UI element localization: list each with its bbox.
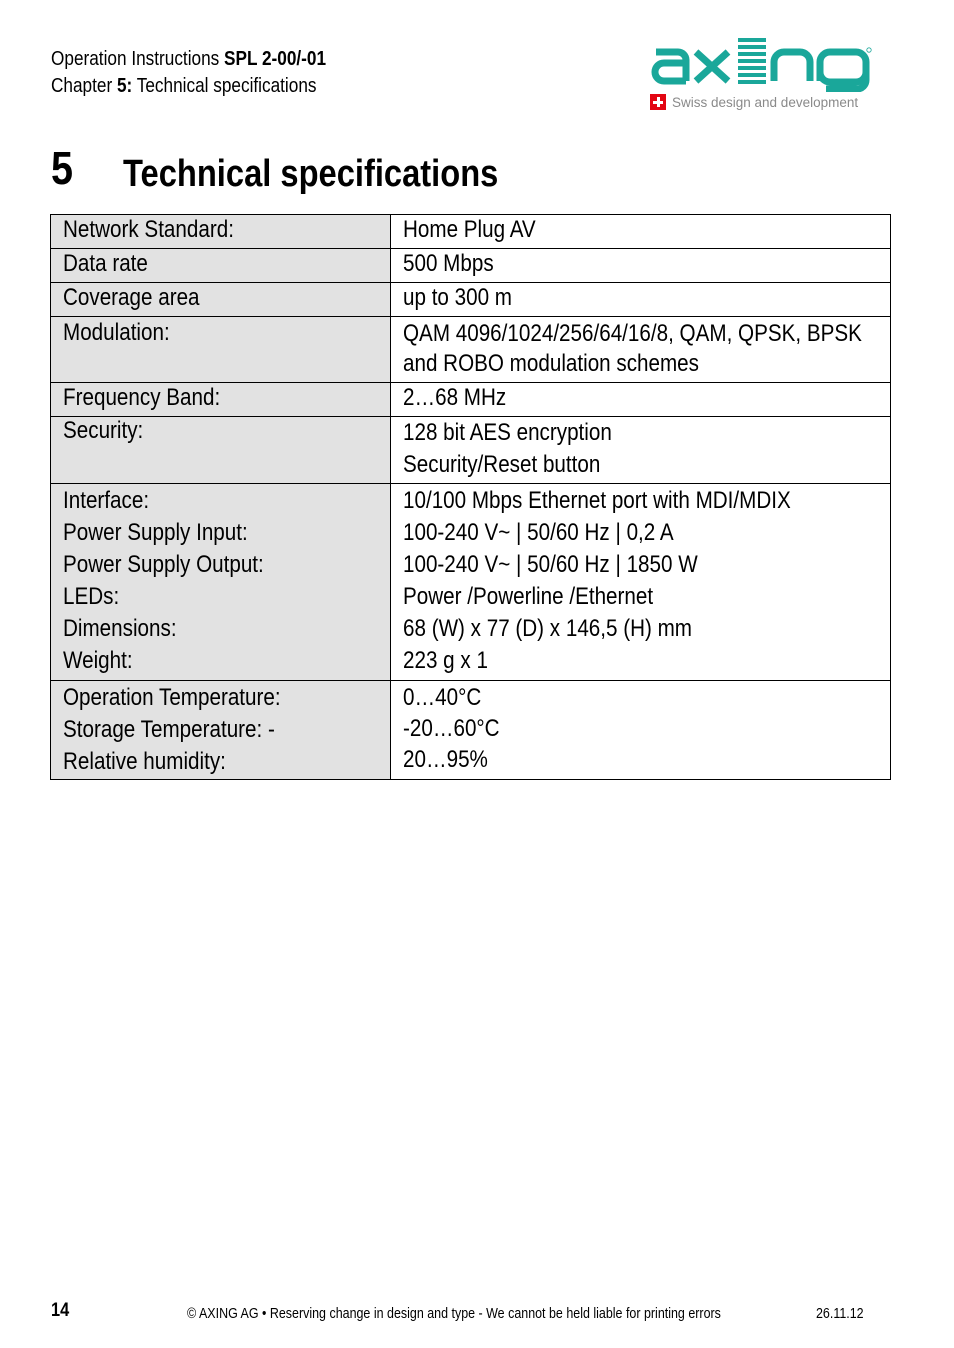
footer-date: 26.11.12 bbox=[816, 1306, 864, 1322]
specifications-table bbox=[50, 214, 891, 780]
spec-value-cell: up to 300 m bbox=[391, 283, 891, 317]
table-row bbox=[51, 383, 891, 417]
spec-label-cell: Network Standard: bbox=[51, 215, 391, 249]
table-row bbox=[51, 484, 891, 681]
chapter-title: Technical specifications bbox=[123, 153, 499, 195]
table-row bbox=[51, 249, 891, 283]
spec-label-cell: Modulation: bbox=[51, 317, 391, 383]
spec-value-cell: 10/100 Mbps Ethernet port with MDI/MDIX 100-240 V~ | 50/60 Hz | 0,2 A 100-240 V~ | 50/60 Hz | 1850 W Power /Powerline /Ethernet 68 (W) x 77 (D) x 146,5 (H) mm 223 g x 1 bbox=[391, 484, 891, 681]
spec-label-cell: Data rate bbox=[51, 249, 391, 283]
chapter-number: 5 bbox=[51, 142, 74, 194]
table-row bbox=[51, 681, 891, 780]
spec-value-cell: 128 bit AES encryption Security/Reset button bbox=[391, 417, 891, 484]
logo-tagline: Swiss design and development bbox=[672, 94, 859, 110]
swiss-flag-icon bbox=[650, 94, 666, 110]
document-header bbox=[51, 46, 326, 100]
spec-label-cell: Operation Temperature: Storage Temperature: - Relative humidity: bbox=[51, 681, 391, 780]
logo-tagline-row bbox=[650, 93, 858, 111]
spec-value-cell: QAM 4096/1024/256/64/16/8, QAM, QPSK, BPSK and ROBO modulation schemes bbox=[391, 317, 891, 383]
spec-value-cell: 2…68 MHz bbox=[391, 383, 891, 417]
model-name: SPL 2-00/-01 bbox=[224, 48, 327, 70]
table-row bbox=[51, 317, 891, 383]
spec-value-cell: Home Plug AV bbox=[391, 215, 891, 249]
chapter-ref: 5: bbox=[116, 75, 133, 97]
header-line-2: Chapter 5: Technical specifications bbox=[51, 75, 317, 97]
table-row bbox=[51, 215, 891, 249]
footer-copyright: © AXING AG • Reserving change in design and type - We cannot be held liable for printing errors bbox=[187, 1306, 721, 1322]
spec-label-cell: Frequency Band: bbox=[51, 383, 391, 417]
table-row bbox=[51, 283, 891, 317]
axing-wordmark-icon bbox=[650, 36, 872, 92]
header-line-1: Operation Instructions SPL 2-00/-01 bbox=[51, 48, 327, 70]
spec-label-cell: Interface: Power Supply Input: Power Supply Output: LEDs: Dimensions: Weight: bbox=[51, 484, 391, 681]
spec-value-cell: 500 Mbps bbox=[391, 249, 891, 283]
table-row bbox=[51, 417, 891, 484]
axing-logo bbox=[650, 36, 875, 114]
spec-value-cell: 0…40°C -20…60°C 20…95% bbox=[391, 681, 891, 780]
page-number: 14 bbox=[51, 1300, 70, 1321]
spec-label-cell: Security: bbox=[51, 417, 391, 484]
spec-label-cell: Coverage area bbox=[51, 283, 391, 317]
